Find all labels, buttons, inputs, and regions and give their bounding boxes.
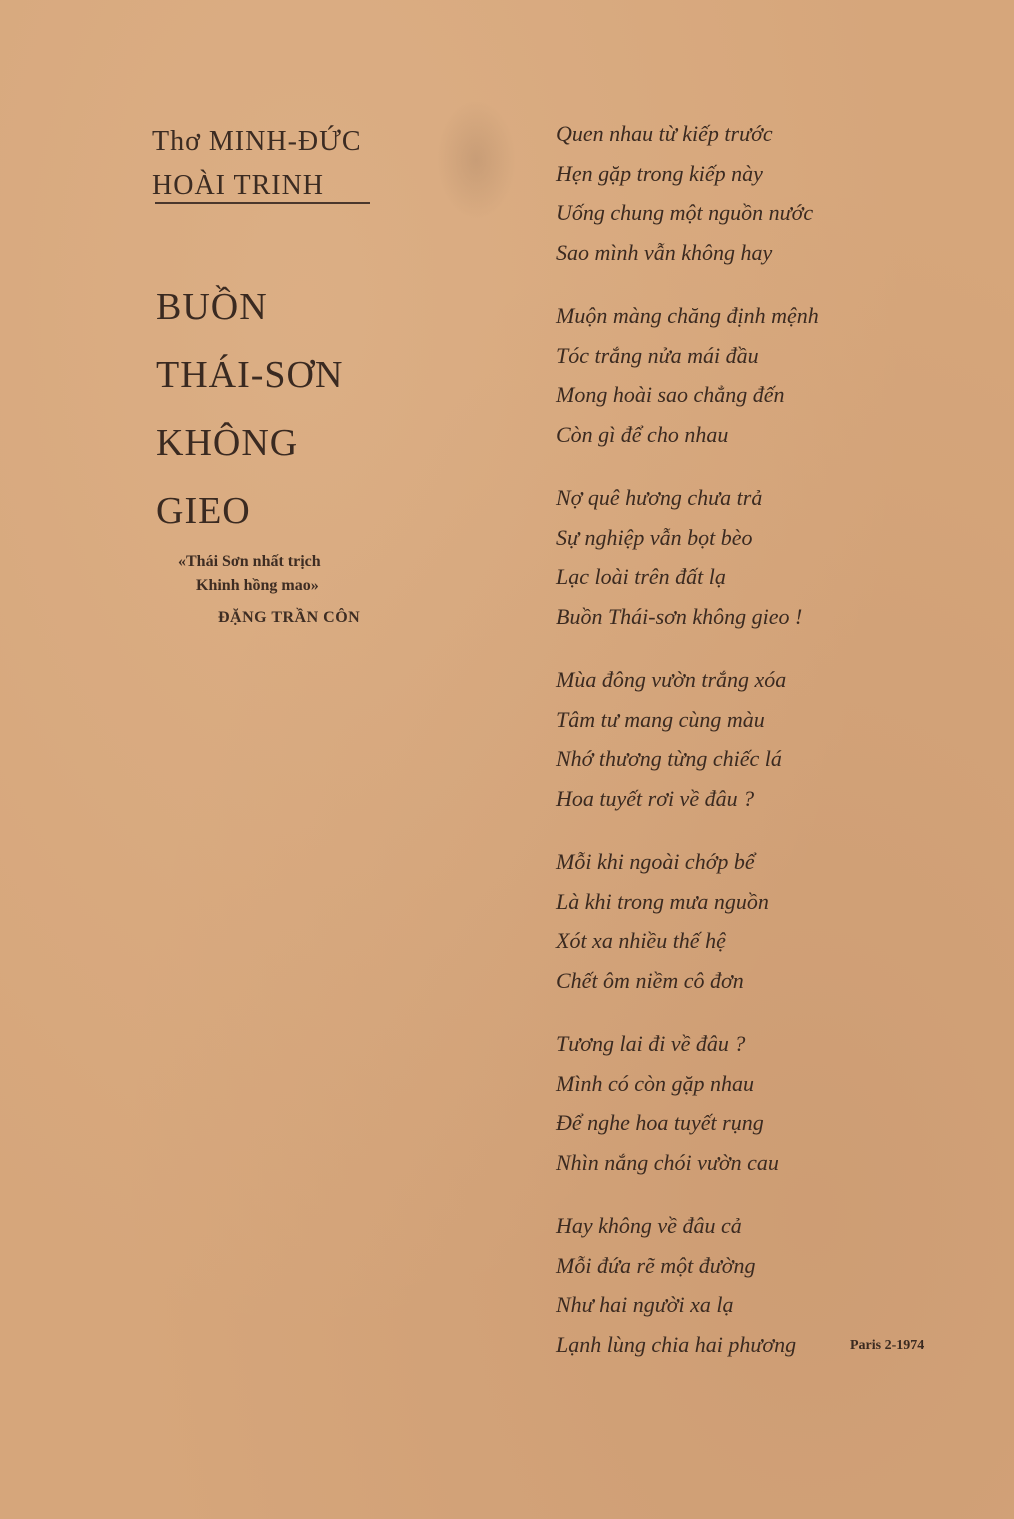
verse-line: Mỗi đứa rẽ một đường bbox=[556, 1252, 756, 1278]
verse-line: Còn gì để cho nhau bbox=[556, 421, 729, 447]
epigraph-author: ĐẶNG TRẦN CÔN bbox=[218, 609, 361, 626]
title-line: THÁI-SƠN bbox=[156, 354, 344, 396]
stanza bbox=[556, 114, 996, 272]
verse-line: Hẹn gặp trong kiếp này bbox=[556, 160, 763, 186]
byline-underline bbox=[155, 202, 370, 204]
verse-line: Hoa tuyết rơi về đâu ? bbox=[556, 785, 755, 811]
poem-body bbox=[556, 114, 996, 1388]
title-line: KHÔNG bbox=[156, 422, 299, 464]
verse-line: Hay không về đâu cả bbox=[556, 1213, 742, 1238]
stanza bbox=[556, 1024, 996, 1182]
byline bbox=[152, 120, 362, 208]
verse-line: Nợ quê hương chưa trả bbox=[556, 485, 763, 510]
byline-author-line: Thơ MINH-ĐỨC bbox=[152, 126, 362, 157]
poem-title bbox=[156, 282, 343, 554]
verse-line: Sao mình vẫn không hay bbox=[556, 239, 773, 265]
verse-line: Tóc trắng nửa mái đầu bbox=[556, 342, 759, 368]
verse-line: Như hai người xa lạ bbox=[556, 1292, 734, 1317]
stanza bbox=[556, 842, 996, 1000]
verse-line: Mong hoài sao chẳng đến bbox=[556, 382, 785, 407]
verse-line: Xót xa nhiều thế hệ bbox=[556, 928, 726, 953]
epigraph bbox=[178, 550, 360, 630]
verse-line: Để nghe hoa tuyết rụng bbox=[556, 1110, 764, 1135]
stanza bbox=[556, 660, 996, 818]
verse-line: Tương lai đi về đâu ? bbox=[556, 1031, 746, 1056]
verse-line: Lạc loài trên đất lạ bbox=[556, 564, 726, 589]
title-line: GIEO bbox=[156, 490, 251, 532]
verse-line: Là khi trong mưa nguồn bbox=[556, 888, 769, 914]
byline-author-line-2: HOÀI TRINH bbox=[152, 170, 325, 201]
ink-smudge bbox=[436, 100, 516, 220]
verse-line: Uống chung một nguồn nước bbox=[556, 200, 814, 225]
verse-line: Tâm tư mang cùng màu bbox=[556, 706, 765, 732]
epigraph-line: «Thái Sơn nhất trịch bbox=[178, 553, 321, 570]
stanza bbox=[556, 478, 996, 636]
verse-line: Mình có còn gặp nhau bbox=[556, 1070, 754, 1096]
stanza bbox=[556, 1206, 996, 1364]
verse-line: Nhớ thương từng chiếc lá bbox=[556, 746, 782, 771]
verse-line: Lạnh lùng chia hai phương bbox=[556, 1331, 797, 1357]
verse-line: Sự nghiệp vẫn bọt bèo bbox=[556, 524, 753, 550]
verse-line: Mỗi khi ngoài chớp bể bbox=[556, 849, 755, 874]
verse-line: Chết ôm niềm cô đơn bbox=[556, 967, 744, 993]
verse-line: Mùa đông vườn trắng xóa bbox=[556, 667, 787, 692]
stanza bbox=[556, 296, 996, 454]
verse-line: Nhìn nắng chói vườn cau bbox=[556, 1149, 779, 1175]
verse-line: Quen nhau từ kiếp trước bbox=[556, 121, 773, 146]
verse-line: Muộn màng chăng định mệnh bbox=[556, 303, 819, 328]
place-date-signoff: Paris 2-1974 bbox=[850, 1338, 925, 1353]
verse-line: Buồn Thái-sơn không gieo ! bbox=[556, 603, 803, 629]
epigraph-line: Khinh hồng mao» bbox=[196, 577, 319, 594]
title-line: BUỒN bbox=[156, 286, 268, 328]
